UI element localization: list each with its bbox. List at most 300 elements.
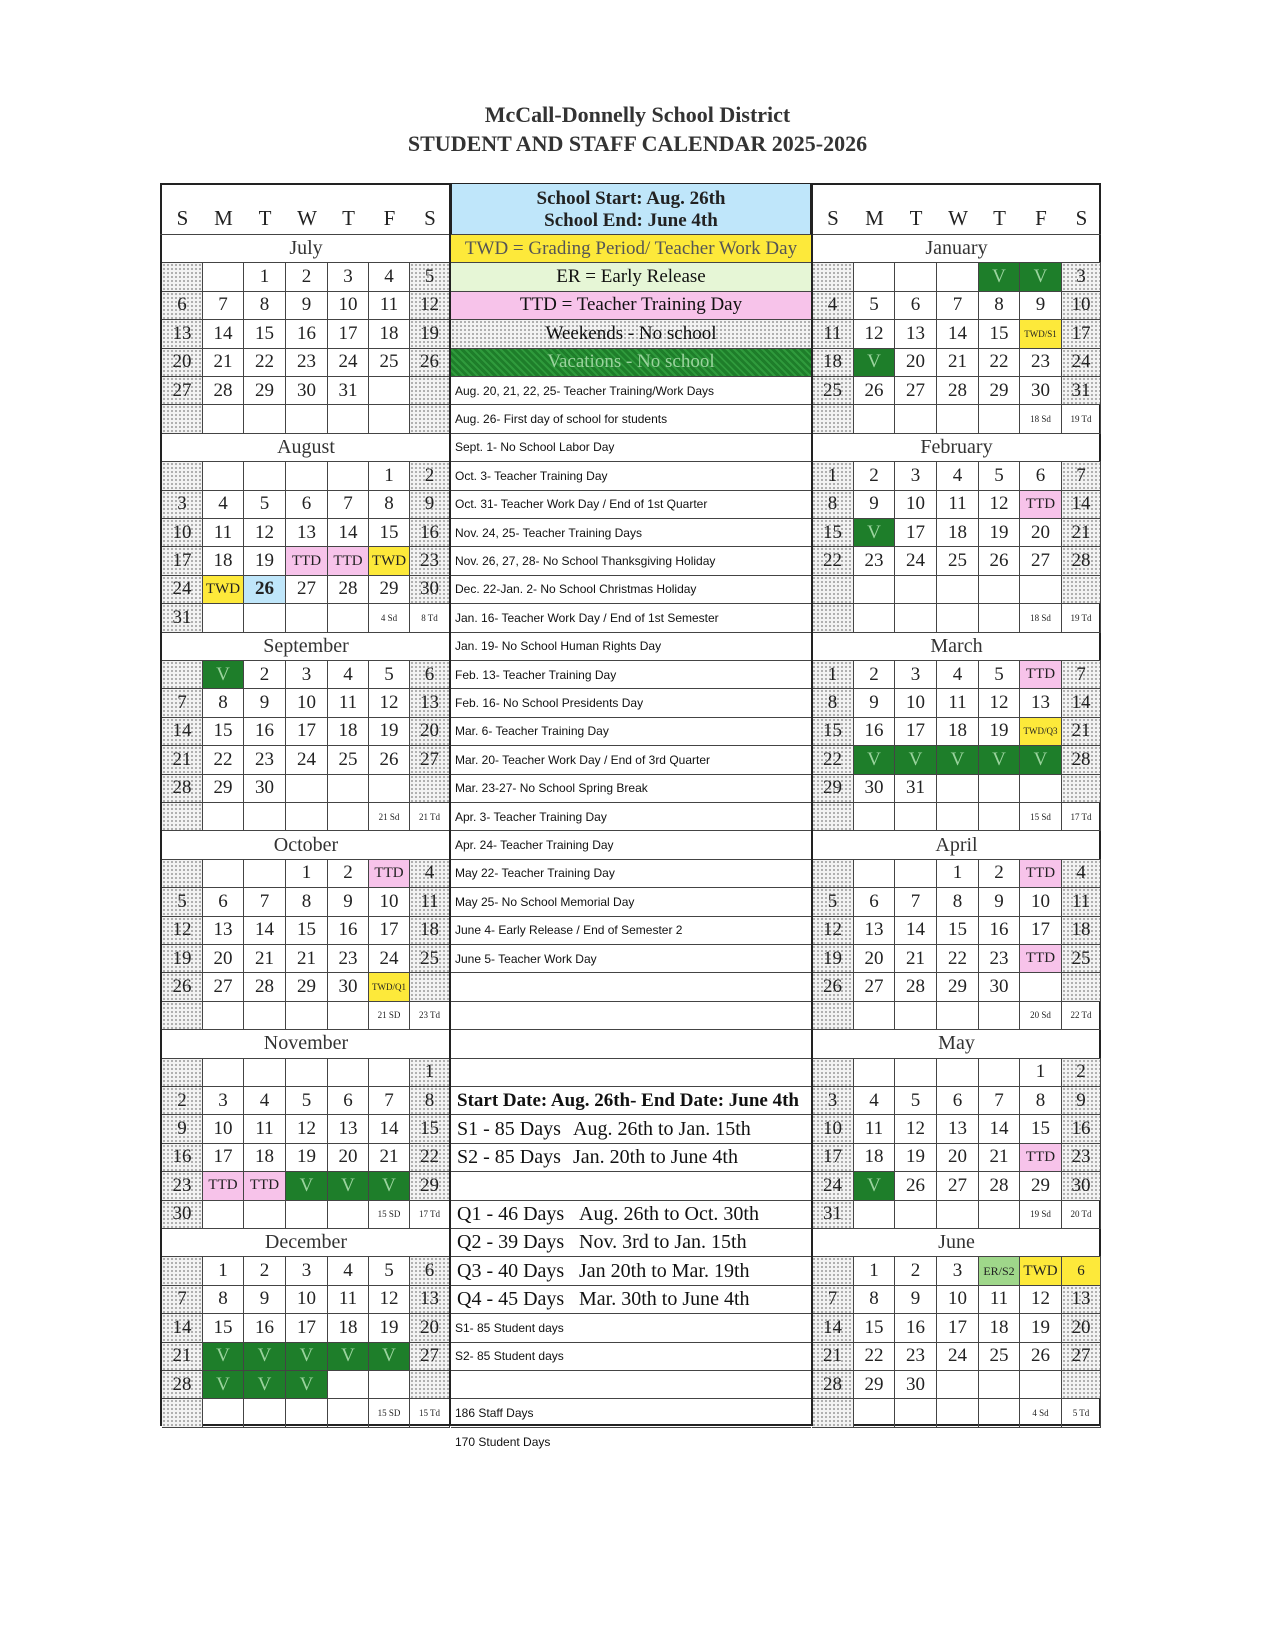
right-day-cell (937, 1059, 979, 1087)
term-row (451, 1229, 811, 1257)
right-day-cell (854, 1059, 895, 1087)
right-day-cell: 28 (895, 973, 937, 1001)
left-day-cell: 1 (410, 1059, 450, 1087)
right-day-cell (812, 1002, 854, 1030)
left-day-cell: 1 (286, 860, 328, 888)
left-day-cell: 27 (410, 746, 450, 774)
right-day-cell (1062, 775, 1101, 803)
right-day-cell: 27 (1062, 1343, 1101, 1371)
left-day-cell: 15 (203, 718, 244, 746)
left-day-cell: 11 (328, 689, 369, 717)
right-day-cell: TTD (1020, 860, 1062, 888)
left-day-cell: 17 (162, 547, 203, 575)
right-day-cell (937, 405, 979, 433)
right-day-cell: 8 (812, 491, 854, 519)
left-day-cell: 17 (369, 917, 410, 945)
left-day-cell (162, 1257, 203, 1285)
left-day-cell: 17 (286, 1314, 328, 1342)
right-day-cell: 29 (812, 775, 854, 803)
right-day-cell: 17 (895, 718, 937, 746)
term-range: Nov. 3rd to Jan. 15th (579, 1231, 747, 1254)
left-day-cell: 21 Td (410, 803, 450, 831)
left-weekday-header: W (297, 205, 317, 230)
left-day-cell (286, 1059, 328, 1087)
right-day-cell: TWD/Q3 (1020, 718, 1062, 746)
left-day-cell: 8 (203, 1286, 244, 1314)
school-dates-banner (450, 184, 812, 235)
right-day-cell (854, 860, 895, 888)
right-day-cell: 21 (1062, 519, 1101, 547)
right-day-cell: 18 (812, 349, 854, 377)
term-range: Jan. 20th to June 4th (573, 1145, 738, 1168)
term-label: Q1 - 46 Days (457, 1202, 565, 1225)
right-day-cell (812, 1399, 854, 1427)
right-day-cell: 18 (937, 718, 979, 746)
right-day-cell: 12 (854, 320, 895, 348)
calendar-title: STUDENT AND STAFF CALENDAR 2025-2026 (407, 131, 868, 156)
left-day-cell (286, 1002, 328, 1030)
left-day-cell (369, 377, 410, 405)
right-day-cell (1062, 576, 1101, 604)
right-day-cell: 5 (979, 462, 1020, 490)
left-day-cell: 20 (410, 1314, 450, 1342)
left-day-cell: 14 (369, 1115, 410, 1143)
right-day-cell (1062, 973, 1101, 1001)
right-day-cell: 5 (812, 888, 854, 916)
left-day-cell: 4 (328, 1257, 369, 1285)
right-day-cell: 1 (1020, 1059, 1062, 1087)
left-day-cell: 27 (203, 973, 244, 1001)
legend-ttd: TTD = Teacher Training Day (451, 292, 811, 320)
left-day-cell: TTD (328, 547, 369, 575)
right-day-cell: 23 (895, 1343, 937, 1371)
right-day-cell: 9 (1020, 292, 1062, 320)
right-day-cell: 14 (979, 1115, 1020, 1143)
right-day-cell: 17 Td (1062, 803, 1101, 831)
left-day-cell: 22 (244, 349, 286, 377)
right-day-cell: 24 (895, 547, 937, 575)
left-day-cell (328, 775, 369, 803)
start-end-dates: Start Date: Aug. 26th- End Date: June 4th (451, 1087, 811, 1115)
right-day-cell: 24 (937, 1343, 979, 1371)
left-day-cell (162, 661, 203, 689)
left-day-cell: 23 (410, 547, 450, 575)
right-day-cell (1020, 576, 1062, 604)
right-day-cell: V (854, 1172, 895, 1200)
right-day-cell: 9 (854, 689, 895, 717)
right-day-cell: 24 (1062, 349, 1101, 377)
left-day-cell (244, 1399, 286, 1427)
left-day-cell (410, 1371, 450, 1399)
student-days-s1: S1- 85 Student days (451, 1314, 811, 1342)
right-day-cell: V (937, 746, 979, 774)
right-day-cell (854, 1201, 895, 1229)
left-weekday-header: T (258, 205, 272, 230)
right-day-cell: 22 (854, 1343, 895, 1371)
left-day-cell: 3 (328, 263, 369, 291)
left-day-cell: 11 (203, 519, 244, 547)
right-day-cell (979, 576, 1020, 604)
left-day-cell (203, 860, 244, 888)
left-day-cell: 31 (162, 604, 203, 632)
left-day-cell: 27 (410, 1343, 450, 1371)
right-day-cell: 22 (979, 349, 1020, 377)
right-day-cell: 9 (854, 491, 895, 519)
right-day-cell (937, 263, 979, 291)
right-day-cell: 11 (937, 689, 979, 717)
term-label: Q4 - 45 Days (457, 1287, 565, 1310)
right-day-cell: 23 (1062, 1144, 1101, 1172)
right-day-cell: 28 (1062, 746, 1101, 774)
right-day-cell: 11 (979, 1286, 1020, 1314)
event-line: Oct. 3- Teacher Training Day (451, 462, 811, 490)
left-day-cell: 25 (369, 349, 410, 377)
right-weekday-header: W (948, 205, 968, 230)
left-day-cell: 4 (203, 491, 244, 519)
right-day-cell: 20 (895, 349, 937, 377)
left-day-cell: 24 (369, 945, 410, 973)
left-day-cell: 20 (410, 718, 450, 746)
right-day-cell: 21 (812, 1343, 854, 1371)
left-day-cell: 14 (203, 320, 244, 348)
left-day-cell: 7 (162, 1286, 203, 1314)
right-day-cell: 17 (937, 1314, 979, 1342)
right-day-cell: 1 (854, 1257, 895, 1285)
right-day-cell: 30 (1020, 377, 1062, 405)
right-day-cell: 10 (812, 1115, 854, 1143)
left-day-cell: 11 (410, 888, 450, 916)
right-day-cell (812, 803, 854, 831)
right-day-cell: 4 (937, 661, 979, 689)
right-day-cell: V (1020, 746, 1062, 774)
left-day-cell: 10 (369, 888, 410, 916)
right-day-cell: 27 (895, 377, 937, 405)
left-day-cell (203, 263, 244, 291)
left-day-cell: 30 (328, 973, 369, 1001)
right-day-cell: 15 (812, 519, 854, 547)
right-day-cell: 25 (979, 1343, 1020, 1371)
left-day-cell: 3 (286, 661, 328, 689)
left-day-cell: 6 (203, 888, 244, 916)
left-day-cell: 15 (203, 1314, 244, 1342)
event-line: May 22- Teacher Training Day (451, 860, 811, 888)
right-day-cell (895, 1399, 937, 1427)
left-day-cell: 27 (286, 576, 328, 604)
right-day-cell: TWD (1020, 1257, 1062, 1285)
right-day-cell: 22 (812, 547, 854, 575)
left-day-cell: 9 (162, 1115, 203, 1143)
left-day-cell: 26 (162, 973, 203, 1001)
right-month-name-march: March (812, 633, 1101, 661)
right-day-cell: 2 (1062, 1059, 1101, 1087)
right-day-cell (812, 576, 854, 604)
right-day-cell (895, 604, 937, 632)
right-day-cell: 19 Td (1062, 405, 1101, 433)
right-day-cell (854, 604, 895, 632)
right-day-cell: 8 (1020, 1087, 1062, 1115)
right-day-cell: 29 (937, 973, 979, 1001)
right-day-cell (854, 576, 895, 604)
right-day-cell: 4 Sd (1020, 1399, 1062, 1427)
right-day-cell: 8 (937, 888, 979, 916)
left-day-cell: 2 (410, 462, 450, 490)
right-day-cell (895, 860, 937, 888)
left-day-cell: TWD (203, 576, 244, 604)
right-day-cell: 4 (937, 462, 979, 490)
right-day-cell (854, 263, 895, 291)
right-day-cell: 15 (979, 320, 1020, 348)
right-day-cell: 13 (1062, 1286, 1101, 1314)
left-day-cell: 18 (244, 1144, 286, 1172)
right-day-cell: 20 (937, 1144, 979, 1172)
right-day-cell: 3 (937, 1257, 979, 1285)
right-day-cell (979, 775, 1020, 803)
right-day-cell (854, 803, 895, 831)
right-weekday-header: M (865, 205, 884, 230)
left-day-cell (328, 405, 369, 433)
left-day-cell: 31 (328, 377, 369, 405)
blank-row (451, 1030, 811, 1058)
left-day-cell: 27 (162, 377, 203, 405)
left-day-cell: 3 (203, 1087, 244, 1115)
right-day-cell: 20 Sd (1020, 1002, 1062, 1030)
left-day-cell: 2 (328, 860, 369, 888)
right-day-cell: 20 (854, 945, 895, 973)
right-day-cell: V (979, 263, 1020, 291)
right-day-cell (812, 1257, 854, 1285)
event-line: Oct. 31- Teacher Work Day / End of 1st Quarter (451, 491, 811, 519)
left-day-cell (328, 1201, 369, 1229)
left-day-cell: 30 (286, 377, 328, 405)
right-day-cell: V (1020, 263, 1062, 291)
right-day-cell: 9 (1062, 1087, 1101, 1115)
right-day-cell: 5 (895, 1087, 937, 1115)
left-day-cell: 22 (410, 1144, 450, 1172)
left-day-cell: 13 (162, 320, 203, 348)
right-day-cell (854, 405, 895, 433)
left-day-cell (286, 405, 328, 433)
left-day-cell: 6 (286, 491, 328, 519)
right-day-cell: 1 (812, 462, 854, 490)
right-day-cell: 15 (1020, 1115, 1062, 1143)
left-day-cell: 18 (369, 320, 410, 348)
left-day-cell (203, 462, 244, 490)
right-day-cell: 18 Sd (1020, 604, 1062, 632)
right-day-cell (812, 263, 854, 291)
right-day-cell: 15 (812, 718, 854, 746)
staff-days-total: 186 Staff Days (451, 1399, 811, 1427)
right-day-cell: 8 (854, 1286, 895, 1314)
right-day-cell: 7 (979, 1087, 1020, 1115)
right-day-cell: 20 (1062, 1314, 1101, 1342)
event-line: Nov. 24, 25- Teacher Training Days (451, 519, 811, 547)
right-day-cell: 31 (895, 775, 937, 803)
left-day-cell: 15 (286, 917, 328, 945)
left-day-cell: 6 (410, 1257, 450, 1285)
left-day-cell: 17 (203, 1144, 244, 1172)
left-day-cell (244, 405, 286, 433)
left-month-name-november: November (162, 1030, 450, 1058)
left-day-cell: 30 (410, 576, 450, 604)
left-day-cell: 26 (410, 349, 450, 377)
left-day-cell (244, 1002, 286, 1030)
left-day-cell: 23 (162, 1172, 203, 1200)
right-day-cell: 19 Sd (1020, 1201, 1062, 1229)
right-day-cell: V (854, 746, 895, 774)
left-day-cell: 12 (162, 917, 203, 945)
right-day-cell: 20 Td (1062, 1201, 1101, 1229)
left-day-cell: 15 (410, 1115, 450, 1143)
right-day-cell: 14 (812, 1314, 854, 1342)
event-line: Mar. 20- Teacher Work Day / End of 3rd Quarter (451, 746, 811, 774)
right-weekday-header: F (1035, 205, 1047, 230)
right-month-name-april: April (812, 831, 1101, 859)
right-day-cell: 30 (1062, 1172, 1101, 1200)
left-day-cell (162, 1002, 203, 1030)
left-day-cell (244, 860, 286, 888)
left-day-cell (410, 775, 450, 803)
left-day-cell: 28 (328, 576, 369, 604)
right-day-cell: 15 Sd (1020, 803, 1062, 831)
left-day-cell: 24 (328, 349, 369, 377)
left-day-cell (286, 604, 328, 632)
left-day-cell: 21 (369, 1144, 410, 1172)
left-day-cell: 13 (328, 1115, 369, 1143)
left-day-cell: 19 (286, 1144, 328, 1172)
left-day-cell: 7 (244, 888, 286, 916)
blank-row (451, 973, 811, 1001)
left-day-cell (244, 1201, 286, 1229)
right-day-cell (979, 1059, 1020, 1087)
right-month-name-january: January (812, 235, 1101, 263)
right-day-cell (812, 860, 854, 888)
left-day-cell (410, 405, 450, 433)
left-day-cell (162, 1059, 203, 1087)
banner-line-school_start: School Start: Aug. 26th (536, 187, 726, 209)
right-day-cell: 1 (937, 860, 979, 888)
right-day-cell: 19 (895, 1144, 937, 1172)
right-day-cell: 20 (1020, 519, 1062, 547)
event-line: Sept. 1- No School Labor Day (451, 434, 811, 462)
event-line: Apr. 3- Teacher Training Day (451, 803, 811, 831)
right-day-cell: 8 (979, 292, 1020, 320)
right-day-cell: 14 (1062, 689, 1101, 717)
left-day-cell: 12 (369, 689, 410, 717)
left-day-cell: 7 (203, 292, 244, 320)
right-day-cell: TTD (1020, 1144, 1062, 1172)
left-day-cell (369, 775, 410, 803)
event-line: Nov. 26, 27, 28- No School Thanksgiving Holiday (451, 547, 811, 575)
left-day-cell (162, 1399, 203, 1427)
left-day-cell: 21 (203, 349, 244, 377)
right-day-cell: V (854, 519, 895, 547)
left-day-cell: 4 (410, 860, 450, 888)
right-day-cell: 14 (937, 320, 979, 348)
left-day-cell: 15 SD (369, 1201, 410, 1229)
right-day-cell: 19 Td (1062, 604, 1101, 632)
right-day-cell: 13 (854, 917, 895, 945)
right-day-cell: 28 (979, 1172, 1020, 1200)
right-day-cell: 6 (1020, 462, 1062, 490)
right-day-cell: 23 (1020, 349, 1062, 377)
right-weekday-header: S (827, 205, 839, 230)
left-day-cell: 5 (244, 491, 286, 519)
right-day-cell: 23 (979, 945, 1020, 973)
left-day-cell: 10 (328, 292, 369, 320)
left-day-cell (369, 405, 410, 433)
right-day-cell: 26 (1020, 1343, 1062, 1371)
legend-weekends: Weekends - No school (451, 320, 811, 348)
right-day-cell: 19 (812, 945, 854, 973)
right-day-cell (937, 775, 979, 803)
right-day-cell: 17 (895, 519, 937, 547)
right-day-cell: 30 (895, 1371, 937, 1399)
right-day-cell: 6 (895, 292, 937, 320)
term-label: S1 - 85 Days (457, 1117, 561, 1140)
left-day-cell: V (369, 1343, 410, 1371)
left-day-cell: 14 (244, 917, 286, 945)
term-row (451, 1172, 811, 1200)
right-day-cell: 13 (937, 1115, 979, 1143)
left-day-cell: V (328, 1343, 369, 1371)
left-day-cell: TTD (369, 860, 410, 888)
right-day-cell: TTD (1020, 945, 1062, 973)
left-day-cell: V (203, 1343, 244, 1371)
left-day-cell: 21 (162, 746, 203, 774)
center-divider-right (811, 183, 813, 1426)
term-row (451, 1257, 811, 1285)
left-day-cell: 5 (286, 1087, 328, 1115)
right-day-cell (895, 405, 937, 433)
left-day-cell: 6 (162, 292, 203, 320)
right-day-cell (937, 803, 979, 831)
left-day-cell: V (328, 1172, 369, 1200)
right-day-cell: 2 (854, 661, 895, 689)
right-day-cell: 8 (812, 689, 854, 717)
right-day-cell (895, 1059, 937, 1087)
right-day-cell: 18 (937, 519, 979, 547)
left-day-cell: TTD (244, 1172, 286, 1200)
right-day-cell: 22 (812, 746, 854, 774)
right-day-cell: ER/S2 (979, 1257, 1020, 1285)
right-day-cell: 10 (1062, 292, 1101, 320)
event-line: June 5- Teacher Work Day (451, 945, 811, 973)
event-line: June 4- Early Release / End of Semester 2 (451, 917, 811, 945)
right-day-cell: 28 (1062, 547, 1101, 575)
right-day-cell: 17 (812, 1144, 854, 1172)
right-month-name-june: June (812, 1229, 1101, 1257)
left-day-cell: 7 (328, 491, 369, 519)
left-day-cell: 24 (162, 576, 203, 604)
left-month-name-august: August (162, 434, 450, 462)
left-day-cell: 5 (410, 263, 450, 291)
left-day-cell: 17 (286, 718, 328, 746)
right-day-cell: 10 (1020, 888, 1062, 916)
right-day-cell: 25 (937, 547, 979, 575)
left-day-cell: 20 (328, 1144, 369, 1172)
right-day-cell (979, 803, 1020, 831)
left-day-cell: 9 (410, 491, 450, 519)
right-day-cell: 15 (937, 917, 979, 945)
left-day-cell: 18 (410, 917, 450, 945)
right-day-cell: 23 (854, 547, 895, 575)
right-day-cell (812, 405, 854, 433)
right-day-cell: 2 (895, 1257, 937, 1285)
left-day-cell: 23 (244, 746, 286, 774)
left-day-cell (286, 1399, 328, 1427)
right-day-cell (937, 1201, 979, 1229)
left-day-cell: 23 Td (410, 1002, 450, 1030)
